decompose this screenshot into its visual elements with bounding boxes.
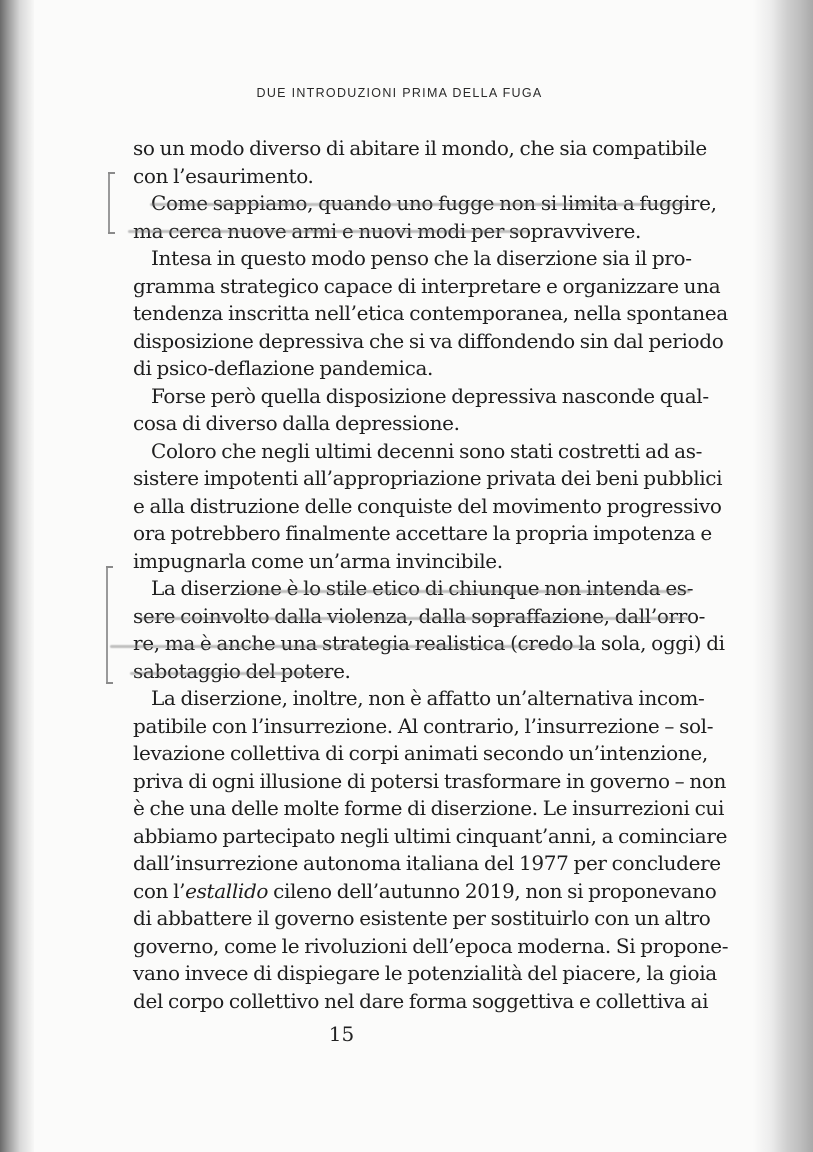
running-header-text: DUE INTRODUZIONI PRIMA DELLA FUGA: [256, 86, 543, 100]
text-line: [133, 878, 717, 906]
text-line: con l’esaurimento.: [133, 163, 314, 188]
body-text: [133, 135, 729, 1015]
text-line: dall’insurrezione autonoma italiana del 1977 per concludere: [133, 851, 721, 875]
text-line: Come sappiamo, quando uno fugge non si limita a fuggire,: [151, 191, 717, 215]
text-line: è che una delle molte forme di diserzione. Le insurrezioni cui: [133, 796, 724, 820]
text-line: vano invece di dispiegare le potenzialità del piacere, la gioia: [133, 961, 717, 985]
page-number-text: 15: [328, 1022, 355, 1046]
text-line: ma cerca nuove armi e nuovi modi per sopravvivere.: [133, 218, 641, 243]
text-fragment: con l’: [133, 878, 186, 903]
text-line: governo, come le rivoluzioni dell’epoca moderna. Si propone-: [133, 933, 729, 958]
text-line: sistere impotenti all’appropriazione privata dei beni pubblici: [133, 466, 723, 490]
text-line: tendenza inscritta nell’etica contemporanea, nella spontanea: [133, 301, 728, 325]
text-line: priva di ogni illusione di potersi trasformare in governo – non: [133, 768, 727, 793]
text-line: Coloro che negli ultimi decenni sono stati costretti ad as-: [151, 438, 703, 463]
text-line: di abbattere il governo esistente per sostituirlo con un altro: [133, 906, 711, 930]
page-edge-shadow: [753, 0, 813, 1152]
margin-bracket-2: [106, 566, 108, 684]
book-gutter-shadow: [0, 0, 34, 1152]
text-line: di psico-deflazione pandemica.: [133, 356, 434, 380]
text-line: cosa di diverso dalla depressione.: [133, 411, 460, 435]
text-line: re, ma è anche una strategia realistica (credo la sola, oggi) di: [133, 631, 725, 655]
underline-mark: [130, 672, 330, 675]
text-line: sere coinvolto dalla violenza, dalla sopraffazione, dall’orro-: [133, 603, 706, 628]
page-number: [0, 1022, 813, 1046]
text-line: so un modo diverso di abitare il mondo, che sia compatibile: [133, 136, 707, 160]
text-line: Forse però quella disposizione depressiva nasconde qual-: [151, 383, 709, 408]
text-line: disposizione depressiva che si va diffondendo sin dal periodo: [133, 328, 724, 353]
text-line: impugnarla come un’arma invincibile.: [133, 548, 503, 573]
underline-mark: [240, 590, 690, 593]
text-line: abbiamo partecipato negli ultimi cinquant’anni, a cominciare: [133, 823, 728, 848]
text-line: ora potrebbero finalmente accettare la propria impotenza e: [133, 521, 712, 545]
text-fragment: cileno dell’autunno 2019, non si proponevano: [268, 878, 717, 903]
text-line: La diserzione è lo stile etico di chiunque non intenda es-: [151, 576, 694, 600]
text-line: del corpo collettivo nel dare forma soggettiva e collettiva ai: [133, 988, 709, 1013]
underline-mark: [140, 617, 690, 620]
text-line: e alla distruzione delle conquiste del movimento progressivo: [133, 493, 722, 518]
text-line: Intesa in questo modo penso che la diserzione sia il pro-: [151, 246, 692, 270]
margin-bracket-1: [108, 172, 110, 234]
italic-term: estallido: [185, 878, 269, 903]
text-line: La diserzione, inoltre, non è affatto un’alternativa incom-: [151, 686, 705, 710]
text-line: gramma strategico capace di interpretare e organizzare una: [133, 273, 721, 298]
text-line: sabotaggio del potere.: [133, 658, 351, 683]
text-line: levazione collettiva di corpi animati secondo un’intenzione,: [133, 741, 708, 765]
underline-mark: [110, 645, 590, 648]
text-line: patibile con l’insurrezione. Al contrario, l’insurrezione – sol-: [133, 713, 714, 738]
running-header: [0, 86, 813, 100]
underline-mark: [128, 230, 528, 233]
underline-mark: [150, 203, 690, 206]
